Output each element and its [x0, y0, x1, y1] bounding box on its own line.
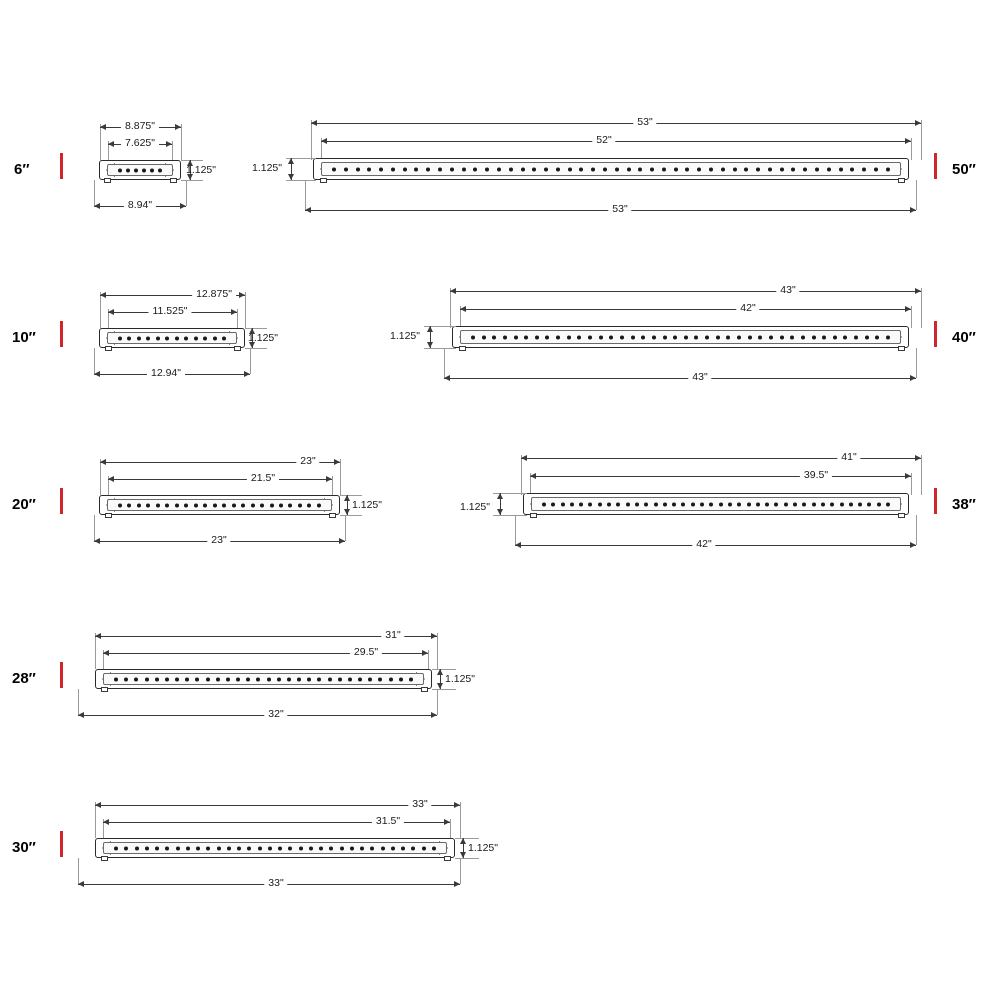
dim-line-40in-outer [450, 291, 921, 292]
dim-text-10in-outer: 12.875" [192, 288, 236, 300]
led-row [114, 677, 413, 682]
dim-text-50in-bottom: 53" [608, 203, 631, 215]
height-dim-text-20in: 1.125" [352, 499, 383, 511]
dim-text-20in-outer: 23" [296, 455, 319, 467]
size-tick-20in [60, 488, 63, 514]
ext-line [911, 473, 912, 495]
dim-text-38in-bottom: 42" [692, 538, 715, 550]
height-dim-line-30in [463, 838, 464, 858]
ext-line [921, 120, 922, 160]
light-bar-30in [95, 838, 455, 858]
size-label-10in: 10″ [12, 329, 36, 346]
ext-line [340, 459, 341, 495]
dim-line-38in-outer [521, 458, 921, 459]
dim-line-20in-inner [108, 479, 332, 480]
ext-line [911, 138, 912, 160]
ext-line [521, 455, 522, 495]
ext-line [921, 455, 922, 495]
ext-line [437, 689, 438, 715]
size-tick-38in [934, 488, 937, 514]
dim-line-40in-bottom [444, 378, 916, 379]
light-bar-38in [523, 493, 909, 515]
height-dim-text-38in: 1.125" [460, 501, 491, 513]
dim-text-6in-bottom: 8.94" [124, 199, 156, 211]
ext-line [916, 348, 917, 378]
mount-bracket-right [444, 856, 451, 861]
ext-line [460, 858, 461, 884]
ext-line [450, 819, 451, 839]
ext-line [428, 650, 429, 670]
dim-line-50in-outer [311, 123, 921, 124]
dim-text-40in-outer: 43" [776, 284, 799, 296]
mount-bracket-left [101, 687, 108, 692]
ext-line [181, 180, 203, 181]
dim-line-38in-inner [530, 476, 911, 477]
bar-housing [531, 497, 901, 511]
dim-line-28in-bottom [78, 715, 437, 716]
light-bar-50in [313, 158, 909, 180]
ext-line [345, 515, 346, 541]
ext-line [286, 180, 316, 181]
dim-text-28in-outer: 31" [381, 629, 404, 641]
dim-text-30in-inner: 31.5" [372, 815, 404, 827]
ext-line [245, 348, 267, 349]
led-row [118, 336, 226, 341]
size-tick-10in [60, 321, 63, 347]
ext-line [424, 348, 456, 349]
mount-bracket-right [234, 346, 241, 351]
size-label-6in: 6″ [14, 161, 30, 178]
ext-line [515, 515, 516, 545]
bar-housing [321, 162, 901, 176]
mount-bracket-right [421, 687, 428, 692]
height-dim-text-50in: 1.125" [252, 162, 283, 174]
height-dim-text-10in: 1.125" [248, 332, 279, 344]
height-dim-text-30in: 1.125" [468, 842, 499, 854]
dim-text-40in-inner: 42" [736, 302, 759, 314]
ext-line [181, 124, 182, 160]
ext-line [911, 306, 912, 328]
mount-bracket-left [530, 513, 537, 518]
bar-housing [107, 332, 237, 344]
size-label-20in: 20″ [12, 496, 36, 513]
led-row [114, 846, 436, 851]
size-label-40in: 40″ [952, 329, 976, 346]
size-label-28in: 28″ [12, 670, 36, 687]
light-bar-10in [99, 328, 245, 348]
light-bar-20in [99, 495, 340, 515]
dim-text-40in-bottom: 43" [688, 371, 711, 383]
size-tick-6in [60, 153, 63, 179]
ext-line [916, 515, 917, 545]
height-dim-line-28in [440, 669, 441, 689]
ext-line [245, 292, 246, 328]
dim-text-10in-bottom: 12.94" [147, 367, 185, 379]
height-dim-text-6in: 1.125" [186, 164, 217, 176]
height-dim-line-20in [347, 495, 348, 515]
ext-line [186, 180, 187, 206]
ext-line [450, 288, 451, 328]
dim-line-40in-inner [460, 309, 911, 310]
ext-line [332, 476, 333, 496]
dim-text-28in-inner: 29.5" [350, 646, 382, 658]
ext-line [311, 120, 312, 160]
ext-line [460, 802, 461, 838]
dim-text-38in-inner: 39.5" [800, 469, 832, 481]
ext-line [455, 858, 479, 859]
bar-housing [103, 842, 447, 854]
ext-line [437, 633, 438, 669]
ext-line [305, 180, 306, 210]
ext-line [493, 515, 527, 516]
size-tick-30in [60, 831, 63, 857]
dim-text-30in-bottom: 33" [264, 877, 287, 889]
bar-housing [107, 499, 332, 511]
ext-line [237, 309, 238, 329]
dim-text-20in-inner: 21.5" [247, 472, 279, 484]
dim-text-28in-bottom: 32" [264, 708, 287, 720]
size-label-50in: 50″ [952, 161, 976, 178]
mount-bracket-left [105, 513, 112, 518]
mount-bracket-left [101, 856, 108, 861]
ext-line [250, 348, 251, 374]
height-dim-text-40in: 1.125" [390, 330, 421, 342]
mount-bracket-right [898, 513, 905, 518]
mount-bracket-right [898, 346, 905, 351]
bar-housing [107, 164, 173, 176]
dim-line-50in-inner [321, 141, 911, 142]
dim-text-6in-outer: 8.875" [121, 120, 159, 132]
dim-line-30in-outer [95, 805, 460, 806]
led-row [471, 335, 890, 340]
height-dim-text-28in: 1.125" [445, 673, 476, 685]
led-row [118, 503, 321, 508]
dim-text-6in-inner: 7.625" [121, 137, 159, 149]
light-bar-6in [99, 160, 181, 180]
dim-text-50in-inner: 52" [592, 134, 615, 146]
height-dim-line-38in [500, 493, 501, 515]
height-dim-line-50in [291, 158, 292, 180]
mount-bracket-left [104, 178, 111, 183]
dim-text-10in-inner: 11.525" [148, 305, 191, 317]
mount-bracket-left [459, 346, 466, 351]
size-tick-40in [934, 321, 937, 347]
led-row [542, 502, 890, 507]
mount-bracket-right [898, 178, 905, 183]
size-label-38in: 38″ [952, 496, 976, 513]
mount-bracket-right [170, 178, 177, 183]
size-tick-28in [60, 662, 63, 688]
ext-line [916, 180, 917, 210]
ext-line [432, 689, 456, 690]
dim-text-30in-outer: 33" [408, 798, 431, 810]
bar-housing [103, 673, 424, 685]
ext-line [444, 348, 445, 378]
dim-text-20in-bottom: 23" [207, 534, 230, 546]
size-label-30in: 30″ [12, 839, 36, 856]
light-bar-40in [452, 326, 909, 348]
mount-bracket-left [105, 346, 112, 351]
light-bar-28in [95, 669, 432, 689]
dim-text-38in-outer: 41" [837, 451, 860, 463]
size-tick-50in [934, 153, 937, 179]
ext-line [172, 141, 173, 161]
ext-line [921, 288, 922, 328]
dim-text-50in-outer: 53" [633, 116, 656, 128]
mount-bracket-right [329, 513, 336, 518]
mount-bracket-left [320, 178, 327, 183]
led-row [118, 168, 162, 173]
bar-housing [460, 330, 901, 344]
led-row [332, 167, 890, 172]
height-dim-line-40in [430, 326, 431, 348]
ext-line [340, 515, 362, 516]
